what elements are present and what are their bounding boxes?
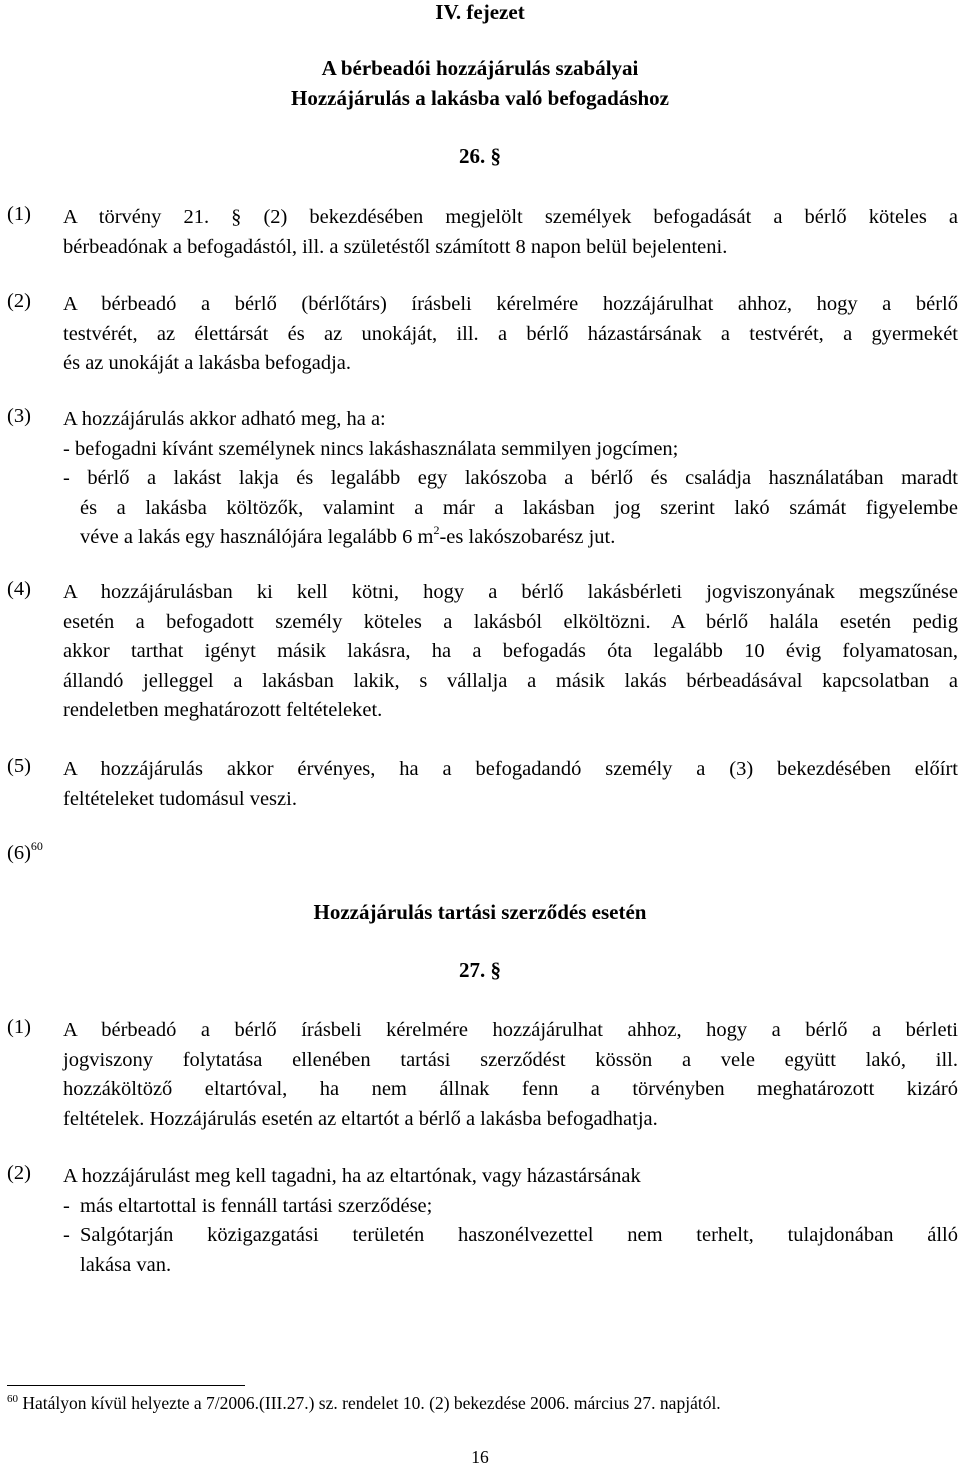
list-item-text: Salgótarján közigazgatási területén haszonélvezettel nem terhelt, tulajdonában álló <box>80 1224 958 1246</box>
list-dash: - <box>63 1224 70 1246</box>
text-line: testvérét, az élettársát és az unokáját, ill. a bérlő házastársának a testvérét, a gyermekét <box>63 322 958 345</box>
page-number: 16 <box>471 1447 489 1467</box>
clause-26-1 <box>63 203 958 262</box>
clause-26-5 <box>63 755 958 814</box>
list-item: - bérlő a lakást lakja és legalább egy lakószoba a bérlő és családja használatában maradt <box>63 467 958 489</box>
chapter-heading: IV. fejezet <box>435 0 525 24</box>
text-line: bérbeadónak a befogadástól, ill. a születéstől számított 8 napon belül bejelenteni. <box>63 235 728 258</box>
text-line: feltételeket tudomásul veszi. <box>63 787 297 810</box>
text-line <box>63 523 958 553</box>
footnote-text: Hatályon kívül helyezte a 7/2006.(III.27.) sz. rendelet 10. (2) bekezdése 2006. március 27. napjától. <box>22 1393 721 1413</box>
text-line: A hozzájárulás akkor érvényes, ha a befogadandó személy a (3) bekezdésében előírt <box>63 758 958 780</box>
clause-number: (4) <box>7 578 31 600</box>
text-fragment: -es lakószobarész jut. <box>439 526 616 548</box>
subsection-title: Hozzájárulás tartási szerződés esetén <box>313 900 647 924</box>
clause-number: (6) <box>7 842 31 864</box>
paragraph-number-26: 26. § <box>459 144 501 168</box>
clause-number: (1) <box>7 1016 31 1038</box>
clause-26-3 <box>63 405 958 553</box>
list-item-text: más eltartottal is fennáll tartási szerződése; <box>80 1194 433 1217</box>
text-line: A törvény 21. § (2) bekezdésében megjelölt személyek befogadását a bérlő köteles a <box>63 206 958 228</box>
superscript: 2 <box>433 523 440 537</box>
paragraph-number-27: 27. § <box>459 958 501 982</box>
text-line: hozzáköltöző eltartóval, ha nem állnak fenn a törvényben meghatározott kizáró <box>63 1078 958 1100</box>
clause-number: (3) <box>7 405 31 427</box>
text-line: és a lakásba költözők, valamint a már a lakásban jog szerint lakó számát figyelembe <box>80 496 958 519</box>
clause-number: (5) <box>7 755 31 777</box>
clause-number: (2) <box>7 290 31 312</box>
clause-number: (2) <box>7 1162 31 1184</box>
text-line: jogviszony folytatása ellenében tartási szerződést kössön a vele együtt lakó, ill. <box>63 1048 958 1071</box>
text-line: A bérbeadó a bérlő írásbeli kérelmére hozzájárulhat ahhoz, hogy a bérlő a bérleti <box>63 1019 958 1041</box>
text-line: A hozzájárulást meg kell tagadni, ha az eltartónak, vagy házastársának <box>63 1165 641 1187</box>
footnote-number: 60 <box>7 1393 18 1405</box>
footnote-separator <box>7 1385 245 1386</box>
list-dash: - <box>63 1194 70 1217</box>
text-line: A bérbeadó a bérlő (bérlőtárs) írásbeli kérelmére hozzájárulhat ahhoz, hogy a bérlő <box>63 293 958 315</box>
list-item <box>63 1221 958 1280</box>
clause-27-1 <box>63 1016 958 1134</box>
text-line: lakása van. <box>80 1253 172 1276</box>
list-item: - befogadni kívánt személynek nincs lakáshasználata semmilyen jogcímen; <box>63 437 679 460</box>
text-line: akkor tarthat igényt másik lakásra, ha a befogadás óta legalább 10 évig folyamatosan, <box>63 640 958 662</box>
text-line: A hozzájárulás akkor adható meg, ha a: <box>63 408 386 430</box>
clause-26-2 <box>63 290 958 379</box>
list-item <box>63 1192 958 1222</box>
section-title: A bérbeadói hozzájárulás szabályai <box>321 56 639 80</box>
text-line: esetén a befogadott személy köteles a lakásból elköltözni. A bérlő halála esetén pedig <box>63 610 958 633</box>
clause-26-6 <box>7 839 43 865</box>
text-line: feltételek. Hozzájárulás esetén az eltartót a bérlő a lakásba befogadhatja. <box>63 1107 658 1130</box>
clause-27-2 <box>63 1162 958 1280</box>
footnote <box>7 1393 721 1414</box>
text-line: rendeletben meghatározott feltételeket. <box>63 699 383 721</box>
text-line: állandó jelleggel a lakásban lakik, s vállalja a másik lakás bérbeadásával kapcsolatban a <box>63 669 958 692</box>
section-subtitle: Hozzájárulás a lakásba való befogadáshoz <box>290 86 670 110</box>
footnote-reference: 60 <box>30 839 43 853</box>
text-line: és az unokáját a lakásba befogadja. <box>63 352 352 374</box>
clause-number: (1) <box>7 203 31 225</box>
text-line: A hozzájárulásban ki kell kötni, hogy a bérlő lakásbérleti jogviszonyának megszűnése <box>63 581 958 603</box>
text-fragment: véve a lakás egy használójára legalább 6 m <box>80 526 434 548</box>
clause-26-4 <box>63 578 958 726</box>
